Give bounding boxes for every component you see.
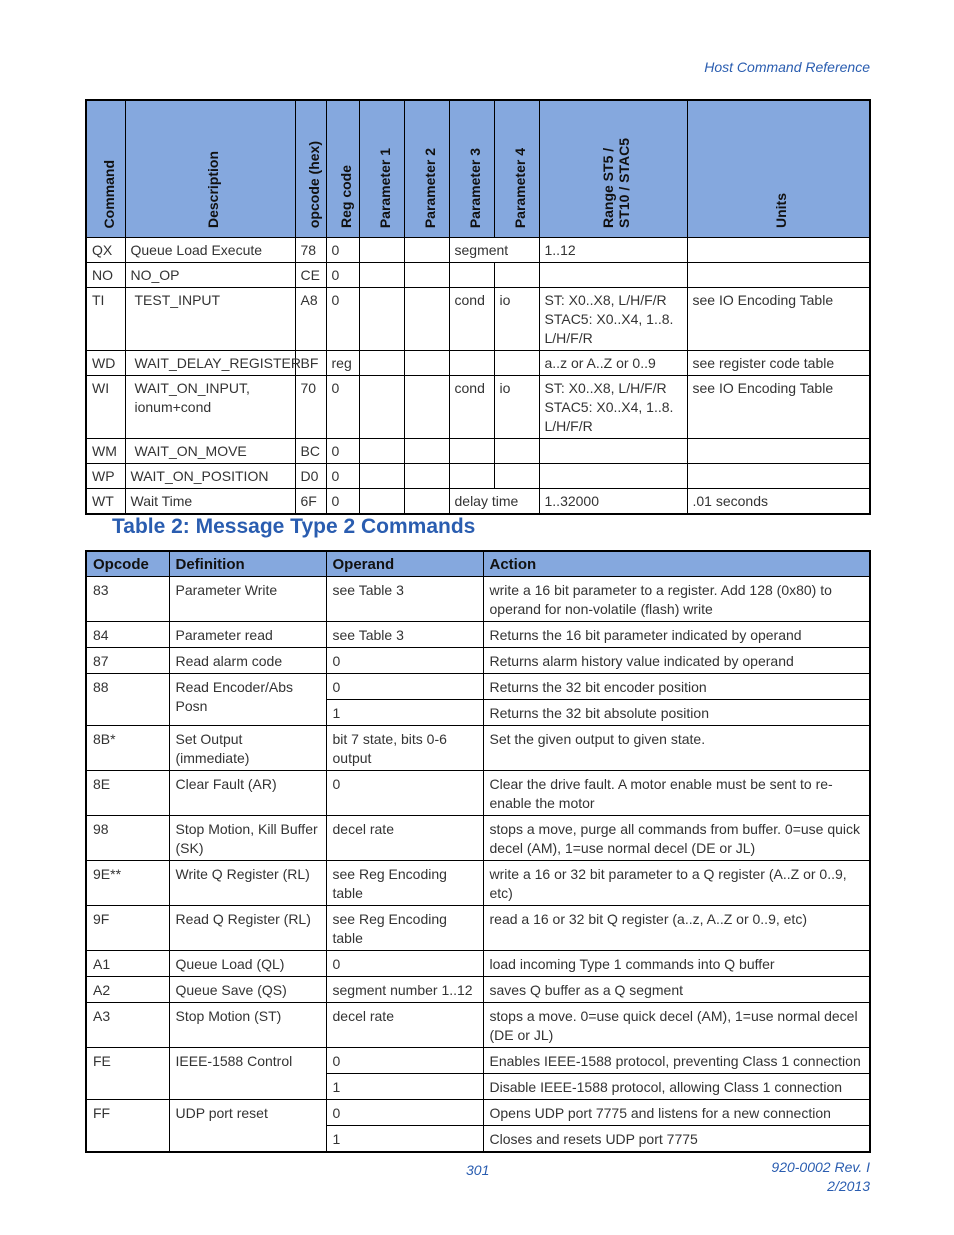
- opcode-cell: BF: [295, 351, 326, 376]
- operand-cell: 0: [326, 1100, 483, 1126]
- parameter2-cell: [404, 464, 449, 489]
- command-cell: NO: [86, 263, 125, 288]
- reg-code-cell: 0: [326, 489, 359, 515]
- doc-revision: [771, 1158, 870, 1196]
- table-row: [86, 1003, 870, 1048]
- definition-cell: Read alarm code: [169, 648, 326, 674]
- operand-cell: 0: [326, 674, 483, 700]
- opcode-cell: 8E: [86, 771, 169, 816]
- table-row: [86, 238, 870, 263]
- operand-cell: 1: [326, 700, 483, 726]
- units-cell: see IO Encoding Table: [687, 376, 870, 439]
- operand-cell: see Reg Encoding table: [326, 861, 483, 906]
- parameter3-cell: [449, 439, 494, 464]
- opcode-cell: 88: [86, 674, 169, 726]
- description-cell: WAIT_ON_MOVE: [125, 439, 295, 464]
- operand-cell: 1: [326, 1126, 483, 1153]
- column-header: Operand: [326, 551, 483, 577]
- action-cell: Set the given output to given state.: [483, 726, 870, 771]
- parameter4-cell: [494, 464, 539, 489]
- units-cell: [687, 238, 870, 263]
- action-cell: Disable IEEE-1588 protocol, allowing Class 1 connection: [483, 1074, 870, 1100]
- reg-code-cell: 0: [326, 439, 359, 464]
- parameter1-cell: [359, 351, 404, 376]
- definition-cell: Parameter read: [169, 622, 326, 648]
- opcode-cell: 70: [295, 376, 326, 439]
- table-row: [86, 376, 870, 439]
- action-cell: Closes and resets UDP port 7775: [483, 1126, 870, 1153]
- parameter2-cell: [404, 351, 449, 376]
- column-header: [539, 100, 687, 238]
- column-header: Action: [483, 551, 870, 577]
- units-cell: see register code table: [687, 351, 870, 376]
- command-table: [85, 99, 871, 515]
- parameter1-cell: [359, 288, 404, 351]
- table-row: [86, 577, 870, 622]
- parameter2-cell: [404, 238, 449, 263]
- reg-code-cell: 0: [326, 263, 359, 288]
- units-cell: [687, 464, 870, 489]
- parameter34-cell: segment: [449, 238, 539, 263]
- definition-cell: Read Encoder/Abs Posn: [169, 674, 326, 726]
- parameter4-cell: [494, 263, 539, 288]
- column-header: [404, 100, 449, 238]
- definition-cell: Stop Motion, Kill Buffer (SK): [169, 816, 326, 861]
- definition-cell: Write Q Register (RL): [169, 861, 326, 906]
- action-cell: Opens UDP port 7775 and listens for a new connection: [483, 1100, 870, 1126]
- command-table-header: [86, 100, 870, 238]
- table-row: [86, 816, 870, 861]
- operand-cell: see Reg Encoding table: [326, 906, 483, 951]
- table-row: [86, 288, 870, 351]
- action-cell: stops a move, purge all commands from buffer. 0=use quick decel (AM), 1=use normal decel (DE or JL): [483, 816, 870, 861]
- column-header: Definition: [169, 551, 326, 577]
- table-row: [86, 489, 870, 515]
- parameter1-cell: [359, 263, 404, 288]
- parameter1-cell: [359, 238, 404, 263]
- message-table-header: [86, 551, 870, 577]
- definition-cell: IEEE-1588 Control: [169, 1048, 326, 1100]
- description-cell: WAIT_ON_POSITION: [125, 464, 295, 489]
- parameter3-cell: [449, 263, 494, 288]
- parameter4-cell: io: [494, 376, 539, 439]
- table-row: [86, 861, 870, 906]
- parameter3-cell: cond: [449, 288, 494, 351]
- definition-cell: Parameter Write: [169, 577, 326, 622]
- description-cell: WAIT_DELAY_REGISTER: [125, 351, 295, 376]
- column-header: [125, 100, 295, 238]
- description-cell: Wait Time: [125, 489, 295, 515]
- doc-number: 920-0002 Rev. I: [771, 1159, 870, 1175]
- range-cell: [539, 464, 687, 489]
- description-cell: WAIT_ON_INPUT, ionum+cond: [125, 376, 295, 439]
- column-header-label: Parameter 4: [511, 147, 528, 228]
- column-header: [86, 100, 125, 238]
- opcode-cell: 6F: [295, 489, 326, 515]
- parameter2-cell: [404, 376, 449, 439]
- operand-cell: 1: [326, 1074, 483, 1100]
- table-row: [86, 1100, 870, 1126]
- operand-cell: 0: [326, 1048, 483, 1074]
- parameter4-cell: io: [494, 288, 539, 351]
- reg-code-cell: 0: [326, 288, 359, 351]
- units-cell: .01 seconds: [687, 489, 870, 515]
- units-cell: see IO Encoding Table: [687, 288, 870, 351]
- column-header: [494, 100, 539, 238]
- parameter1-cell: [359, 464, 404, 489]
- action-cell: Enables IEEE-1588 protocol, preventing Class 1 connection: [483, 1048, 870, 1074]
- table-row: [86, 674, 870, 700]
- parameter3-cell: cond: [449, 376, 494, 439]
- opcode-cell: 78: [295, 238, 326, 263]
- range-cell: ST: X0..X8, L/H/F/R STAC5: X0..X4, 1..8. L/H/F/R: [539, 288, 687, 351]
- range-cell: [539, 439, 687, 464]
- units-cell: [687, 263, 870, 288]
- opcode-cell: CE: [295, 263, 326, 288]
- parameter2-cell: [404, 489, 449, 515]
- definition-cell: Read Q Register (RL): [169, 906, 326, 951]
- column-header: [687, 100, 870, 238]
- parameter1-cell: [359, 489, 404, 515]
- opcode-cell: A3: [86, 1003, 169, 1048]
- definition-cell: Set Output (immediate): [169, 726, 326, 771]
- definition-cell: UDP port reset: [169, 1100, 326, 1153]
- operand-cell: decel rate: [326, 1003, 483, 1048]
- table-row: [86, 771, 870, 816]
- page-number: 301: [466, 1162, 490, 1178]
- definition-cell: Queue Load (QL): [169, 951, 326, 977]
- opcode-cell: D0: [295, 464, 326, 489]
- column-header: [359, 100, 404, 238]
- range-cell: ST: X0..X8, L/H/F/R STAC5: X0..X4, 1..8. L/H/F/R: [539, 376, 687, 439]
- message-type2-table: [85, 550, 871, 1153]
- opcode-cell: BC: [295, 439, 326, 464]
- action-cell: Returns the 32 bit encoder position: [483, 674, 870, 700]
- table-row: [86, 1048, 870, 1074]
- description-cell: Queue Load Execute: [125, 238, 295, 263]
- parameter34-cell: delay time: [449, 489, 539, 515]
- definition-cell: Clear Fault (AR): [169, 771, 326, 816]
- definition-cell: Stop Motion (ST): [169, 1003, 326, 1048]
- operand-cell: bit 7 state, bits 0-6 output: [326, 726, 483, 771]
- action-cell: write a 16 or 32 bit parameter to a Q register (A..Z or 0..9, etc): [483, 861, 870, 906]
- action-cell: stops a move. 0=use quick decel (AM), 1=use normal decel (DE or JL): [483, 1003, 870, 1048]
- reg-code-cell: reg: [326, 351, 359, 376]
- command-cell: WP: [86, 464, 125, 489]
- command-cell: WT: [86, 489, 125, 515]
- range-cell: 1..12: [539, 238, 687, 263]
- opcode-cell: FF: [86, 1100, 169, 1153]
- parameter4-cell: [494, 439, 539, 464]
- action-cell: Returns the 32 bit absolute position: [483, 700, 870, 726]
- column-header-label: Parameter 3: [466, 147, 483, 228]
- column-header: Opcode: [86, 551, 169, 577]
- parameter1-cell: [359, 376, 404, 439]
- opcode-cell: 84: [86, 622, 169, 648]
- table-row: [86, 351, 870, 376]
- column-header: [295, 100, 326, 238]
- opcode-cell: A2: [86, 977, 169, 1003]
- reg-code-cell: 0: [326, 238, 359, 263]
- column-header-label: Parameter 1: [376, 147, 393, 228]
- table-row: [86, 263, 870, 288]
- reg-code-cell: 0: [326, 376, 359, 439]
- parameter1-cell: [359, 439, 404, 464]
- header-section-title: Host Command Reference: [704, 59, 870, 75]
- column-header-label: opcode (hex): [305, 140, 322, 228]
- command-cell: TI: [86, 288, 125, 351]
- opcode-cell: 87: [86, 648, 169, 674]
- command-cell: WD: [86, 351, 125, 376]
- column-header: [326, 100, 359, 238]
- command-cell: WI: [86, 376, 125, 439]
- table-row: [86, 726, 870, 771]
- table-row: [86, 648, 870, 674]
- operand-cell: decel rate: [326, 816, 483, 861]
- table-row: [86, 977, 870, 1003]
- table-row: [86, 439, 870, 464]
- parameter2-cell: [404, 439, 449, 464]
- column-header-label: Units: [773, 193, 790, 228]
- command-cell: WM: [86, 439, 125, 464]
- parameter2-cell: [404, 263, 449, 288]
- range-cell: [539, 263, 687, 288]
- description-cell: TEST_INPUT: [125, 288, 295, 351]
- table-row: [86, 622, 870, 648]
- action-cell: Clear the drive fault. A motor enable must be sent to re-enable the motor: [483, 771, 870, 816]
- operand-cell: 0: [326, 771, 483, 816]
- column-header-label: Range ST5 / ST10 / STAC5: [600, 138, 632, 228]
- doc-date: 2/2013: [827, 1178, 870, 1194]
- range-cell: a..z or A..Z or 0..9: [539, 351, 687, 376]
- table-row: [86, 464, 870, 489]
- operand-cell: 0: [326, 648, 483, 674]
- operand-cell: 0: [326, 951, 483, 977]
- column-header-label: Description: [205, 150, 221, 228]
- parameter2-cell: [404, 288, 449, 351]
- opcode-cell: 9E**: [86, 861, 169, 906]
- action-cell: read a 16 or 32 bit Q register (a..z, A..Z or 0..9, etc): [483, 906, 870, 951]
- action-cell: Returns alarm history value indicated by operand: [483, 648, 870, 674]
- column-header-label: Parameter 2: [421, 147, 438, 228]
- table-row: [86, 951, 870, 977]
- operand-cell: see Table 3: [326, 577, 483, 622]
- opcode-cell: 8B*: [86, 726, 169, 771]
- units-cell: [687, 439, 870, 464]
- opcode-cell: A8: [295, 288, 326, 351]
- opcode-cell: 98: [86, 816, 169, 861]
- column-header-label: Command: [100, 159, 117, 228]
- opcode-cell: 83: [86, 577, 169, 622]
- parameter3-cell: [449, 464, 494, 489]
- opcode-cell: 9F: [86, 906, 169, 951]
- parameter4-cell: [494, 351, 539, 376]
- action-cell: load incoming Type 1 commands into Q buffer: [483, 951, 870, 977]
- range-cell: 1..32000: [539, 489, 687, 515]
- definition-cell: Queue Save (QS): [169, 977, 326, 1003]
- action-cell: write a 16 bit parameter to a register. Add 128 (0x80) to operand for non-volatile (flash) write: [483, 577, 870, 622]
- column-header-label: Reg code: [337, 164, 354, 228]
- operand-cell: see Table 3: [326, 622, 483, 648]
- action-cell: saves Q buffer as a Q segment: [483, 977, 870, 1003]
- table2-title: Table 2: Message Type 2 Commands: [112, 515, 476, 538]
- reg-code-cell: 0: [326, 464, 359, 489]
- opcode-cell: A1: [86, 951, 169, 977]
- description-cell: NO_OP: [125, 263, 295, 288]
- parameter3-cell: [449, 351, 494, 376]
- column-header: [449, 100, 494, 238]
- command-cell: QX: [86, 238, 125, 263]
- table-row: [86, 906, 870, 951]
- operand-cell: segment number 1..12: [326, 977, 483, 1003]
- action-cell: Returns the 16 bit parameter indicated by operand: [483, 622, 870, 648]
- opcode-cell: FE: [86, 1048, 169, 1100]
